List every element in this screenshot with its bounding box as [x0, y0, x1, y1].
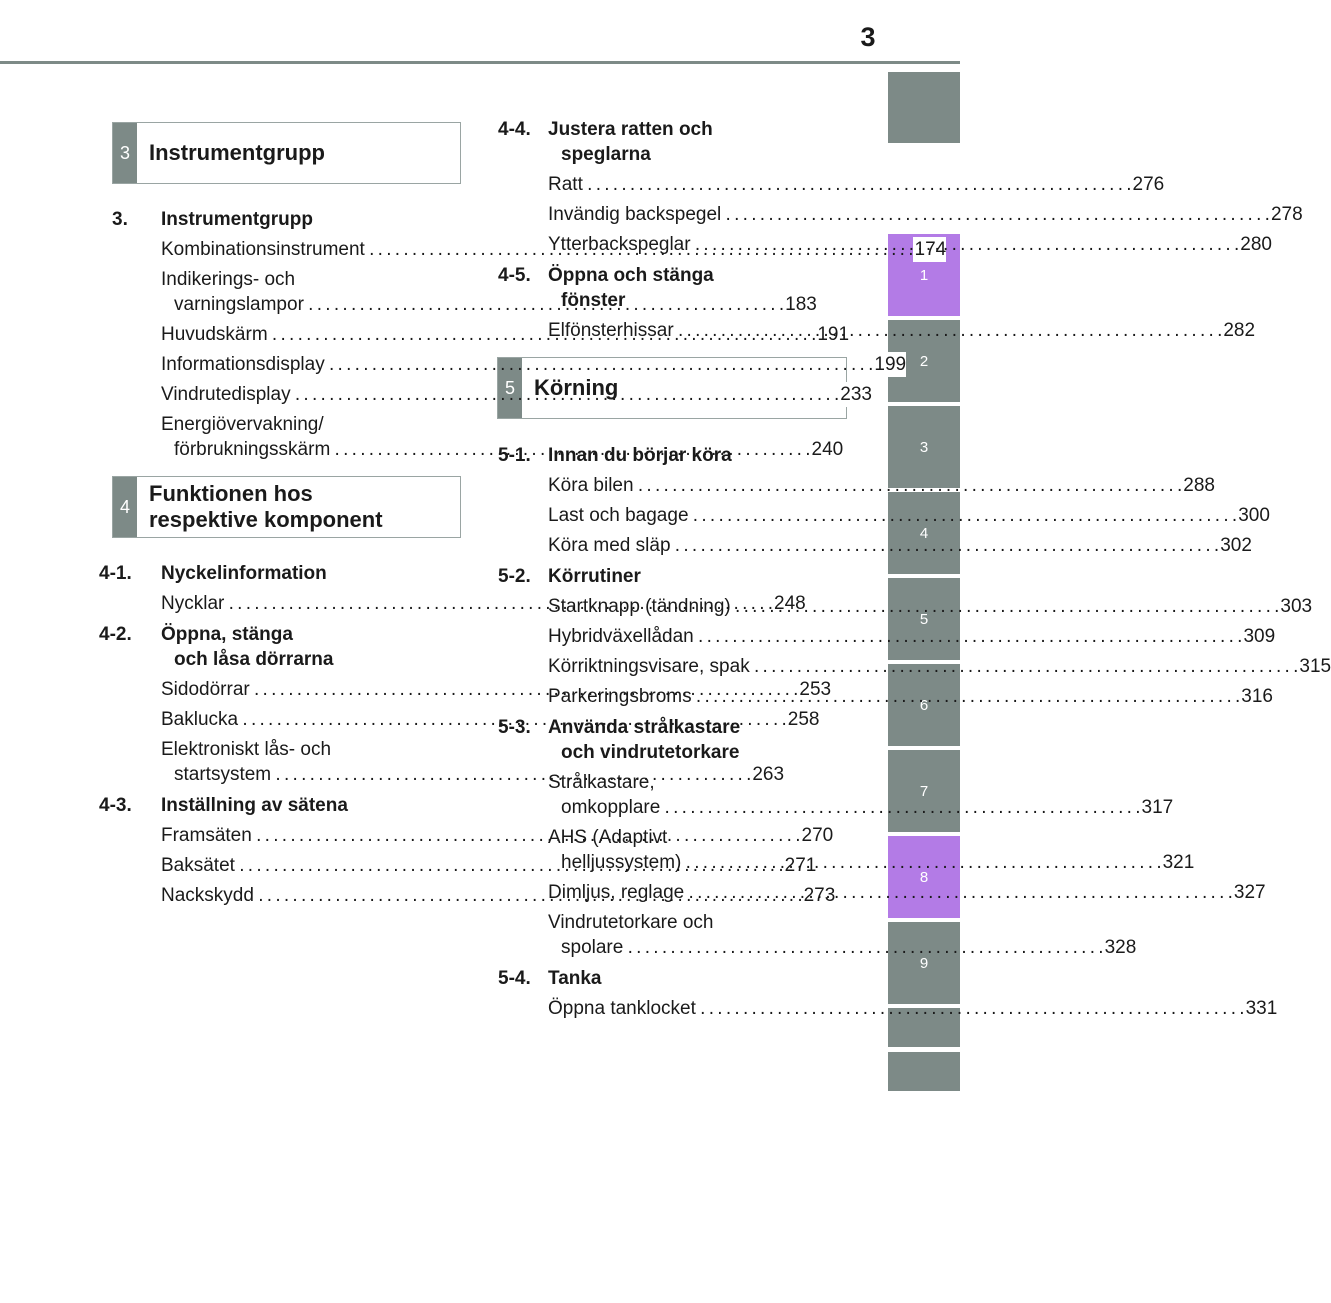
entry-page: 280: [1240, 234, 1272, 255]
entry-page: 302: [1220, 535, 1252, 556]
section-header-3: [112, 122, 461, 184]
entry-title: Baksätet . . .: [161, 853, 783, 878]
toc-entry[interactable]: [548, 910, 1137, 960]
group-title-line1: Öppna och stänga: [548, 265, 714, 286]
side-tab-2[interactable]: 2: [888, 320, 960, 402]
toc-entry[interactable]: [548, 624, 1276, 649]
group-title-line1: Använda strålkastare: [548, 717, 741, 738]
side-tab-7[interactable]: 7: [888, 750, 960, 832]
toc-entry[interactable]: [548, 770, 1174, 820]
toc-entry[interactable]: [548, 202, 1303, 227]
entry-title: Invändig backspegel . . .: [548, 202, 1269, 227]
entry-title: Framsäten . . .: [161, 823, 800, 848]
toc-entry[interactable]: [548, 594, 1313, 619]
group-title: Instrumentgrupp: [161, 209, 313, 230]
group-number: 4-5.: [498, 265, 531, 286]
entry-title-line2: förbrukningsskärm . . .: [161, 437, 810, 462]
entry-page: 174: [914, 239, 947, 260]
entry-title-line2: omkopplare . . .: [548, 795, 1140, 820]
entry-title: Last och bagage . . .: [548, 503, 1236, 528]
section-number: 5: [498, 358, 522, 418]
side-tab-blank-top[interactable]: [888, 72, 960, 143]
entry-page: 300: [1238, 505, 1270, 526]
entry-page: 240: [811, 439, 844, 460]
group-number: 5-1.: [498, 445, 531, 466]
entry-page: 191: [817, 324, 850, 345]
entry-title: Elfönsterhissar . . .: [548, 318, 1221, 343]
toc-entry[interactable]: [548, 825, 1195, 875]
entry-title-line1: Strålkastare,: [548, 772, 655, 793]
section-title-line2: respektive komponent: [149, 507, 383, 532]
group-title: Innan du börjar köra: [548, 445, 732, 466]
entry-title-line2: startsystem . . .: [161, 762, 750, 787]
entry-title: Köra bilen . . .: [548, 473, 1181, 498]
entry-page: 303: [1280, 596, 1313, 617]
toc-entry[interactable]: [548, 473, 1215, 498]
toc-group-5-3: [498, 715, 1266, 960]
entry-title: Nycklar . . .: [161, 591, 772, 616]
toc-entry[interactable]: [548, 996, 1278, 1021]
entry-title: Dimljus, reglage . . .: [548, 880, 1232, 905]
entry-title-line1: AHS (Adaptivt: [548, 827, 668, 848]
entry-title-line1: Indikerings- och: [161, 269, 296, 290]
entry-page: 276: [1132, 174, 1165, 195]
entry-page: 328: [1104, 937, 1137, 958]
group-title: Tanka: [548, 968, 602, 989]
entry-title-line2: helljussystem) . . .: [548, 850, 1161, 875]
entry-page: 278: [1270, 204, 1303, 225]
group-number: 5-4.: [498, 968, 531, 989]
entry-page: 258: [787, 709, 820, 730]
side-tab-blank-b[interactable]: [888, 1052, 960, 1091]
page-number: 3: [860, 22, 876, 52]
section-header-4: [112, 476, 461, 538]
section-number: 4: [113, 477, 137, 537]
entry-page: 263: [752, 764, 785, 785]
group-title-line2: och låsa dörrarna: [174, 649, 334, 670]
group-number: 4-3.: [99, 795, 132, 816]
entry-title: Huvudskärm . . .: [161, 322, 815, 347]
side-tab-3[interactable]: 3: [888, 406, 960, 488]
entry-page: 199: [874, 354, 907, 375]
entry-title: Ratt . . .: [548, 172, 1131, 197]
entry-title-line2: varningslampor . . .: [161, 292, 783, 317]
section-title: Instrumentgrupp: [149, 140, 325, 165]
entry-title: Parkeringsbroms . . .: [548, 684, 1239, 709]
entry-page: 253: [799, 679, 832, 700]
entry-title: Öppna tanklocket . . .: [548, 996, 1244, 1021]
entry-title: Hybridväxellådan . . .: [548, 624, 1241, 649]
entry-page: 183: [785, 294, 817, 315]
entry-title: Nackskydd . . .: [161, 883, 802, 908]
entry-page: 327: [1233, 882, 1266, 903]
entry-page: 248: [774, 593, 806, 614]
group-number: 3.: [112, 209, 128, 230]
entry-page: 282: [1223, 320, 1256, 341]
entry-title: Kombinationsinstrument . . .: [161, 237, 913, 262]
entry-title: Sidodörrar . . .: [161, 677, 797, 702]
entry-title: Startknapp (tändning) . . .: [548, 594, 1278, 619]
section-title: [137, 477, 383, 537]
entry-title: Köra med släp . . .: [548, 533, 1218, 558]
toc-group-5-4: [498, 966, 1278, 1021]
group-title-line2: speglarna: [561, 144, 651, 165]
entry-page: 331: [1245, 998, 1278, 1019]
entry-title: Körriktningsvisare, spak . . .: [548, 654, 1297, 679]
toc-entry[interactable]: [548, 880, 1266, 905]
header-rule: [0, 61, 960, 64]
toc-groups-5: [498, 443, 1331, 1027]
toc-entry[interactable]: [548, 503, 1270, 528]
group-title: Körrutiner: [548, 566, 641, 587]
toc-entry[interactable]: [161, 352, 907, 377]
group-number: 4-2.: [99, 624, 132, 645]
entry-page: 309: [1243, 626, 1276, 647]
side-tab-9[interactable]: 9: [888, 922, 960, 1004]
entry-page: 270: [801, 825, 834, 846]
side-tab-1[interactable]: 1: [888, 234, 960, 316]
entry-page: 315: [1299, 656, 1331, 677]
side-tab-8[interactable]: 8: [888, 836, 960, 918]
entry-title-line1: Vindrutetorkare och: [548, 912, 714, 933]
toc-group-5-1: [498, 443, 1270, 558]
group-title: Inställning av sätena: [161, 795, 348, 816]
entry-title: Ytterbackspeglar . . .: [548, 232, 1238, 257]
section-title-line1: Funktionen hos: [149, 481, 313, 506]
section-title: Körning: [534, 375, 619, 400]
group-number: 5-2.: [498, 566, 531, 587]
toc-entry[interactable]: [548, 684, 1273, 709]
side-tab-6[interactable]: 6: [888, 664, 960, 746]
side-tab-4[interactable]: 4: [888, 492, 960, 574]
entry-title-line2: spolare . . .: [548, 935, 1103, 960]
side-tab-5[interactable]: 5: [888, 578, 960, 660]
entry-page: 271: [784, 855, 817, 876]
toc-group-5-2: [498, 564, 1331, 709]
group-title-line2: och vindrutetorkare: [561, 742, 740, 763]
group-title-line2: fönster: [561, 290, 626, 311]
toc-entry[interactable]: [548, 654, 1331, 679]
entry-page: 233: [840, 384, 872, 405]
entry-title: Baklucka . . .: [161, 707, 786, 732]
toc-entry[interactable]: [548, 172, 1165, 197]
entry-page: 273: [803, 885, 836, 906]
section-number: 3: [113, 123, 137, 183]
entry-title-line1: Energiövervakning/: [161, 414, 324, 435]
entry-title: Vindrutedisplay . . .: [161, 382, 838, 407]
group-number: 4-4.: [498, 119, 531, 140]
group-title: Nyckelinformation: [161, 563, 327, 584]
group-number: 5-3.: [498, 717, 531, 738]
entry-title: Informationsdisplay . . .: [161, 352, 872, 377]
entry-title-line1: Elektroniskt lås- och: [161, 739, 332, 760]
toc-entry[interactable]: [548, 533, 1252, 558]
entry-page: 321: [1162, 852, 1195, 873]
group-title-line1: Justera ratten och: [548, 119, 713, 140]
entry-page: 316: [1241, 686, 1273, 707]
entry-page: 288: [1183, 475, 1215, 496]
entry-page: 317: [1141, 797, 1174, 818]
group-number: 4-1.: [99, 563, 132, 584]
group-title-line1: Öppna, stänga: [161, 624, 293, 645]
